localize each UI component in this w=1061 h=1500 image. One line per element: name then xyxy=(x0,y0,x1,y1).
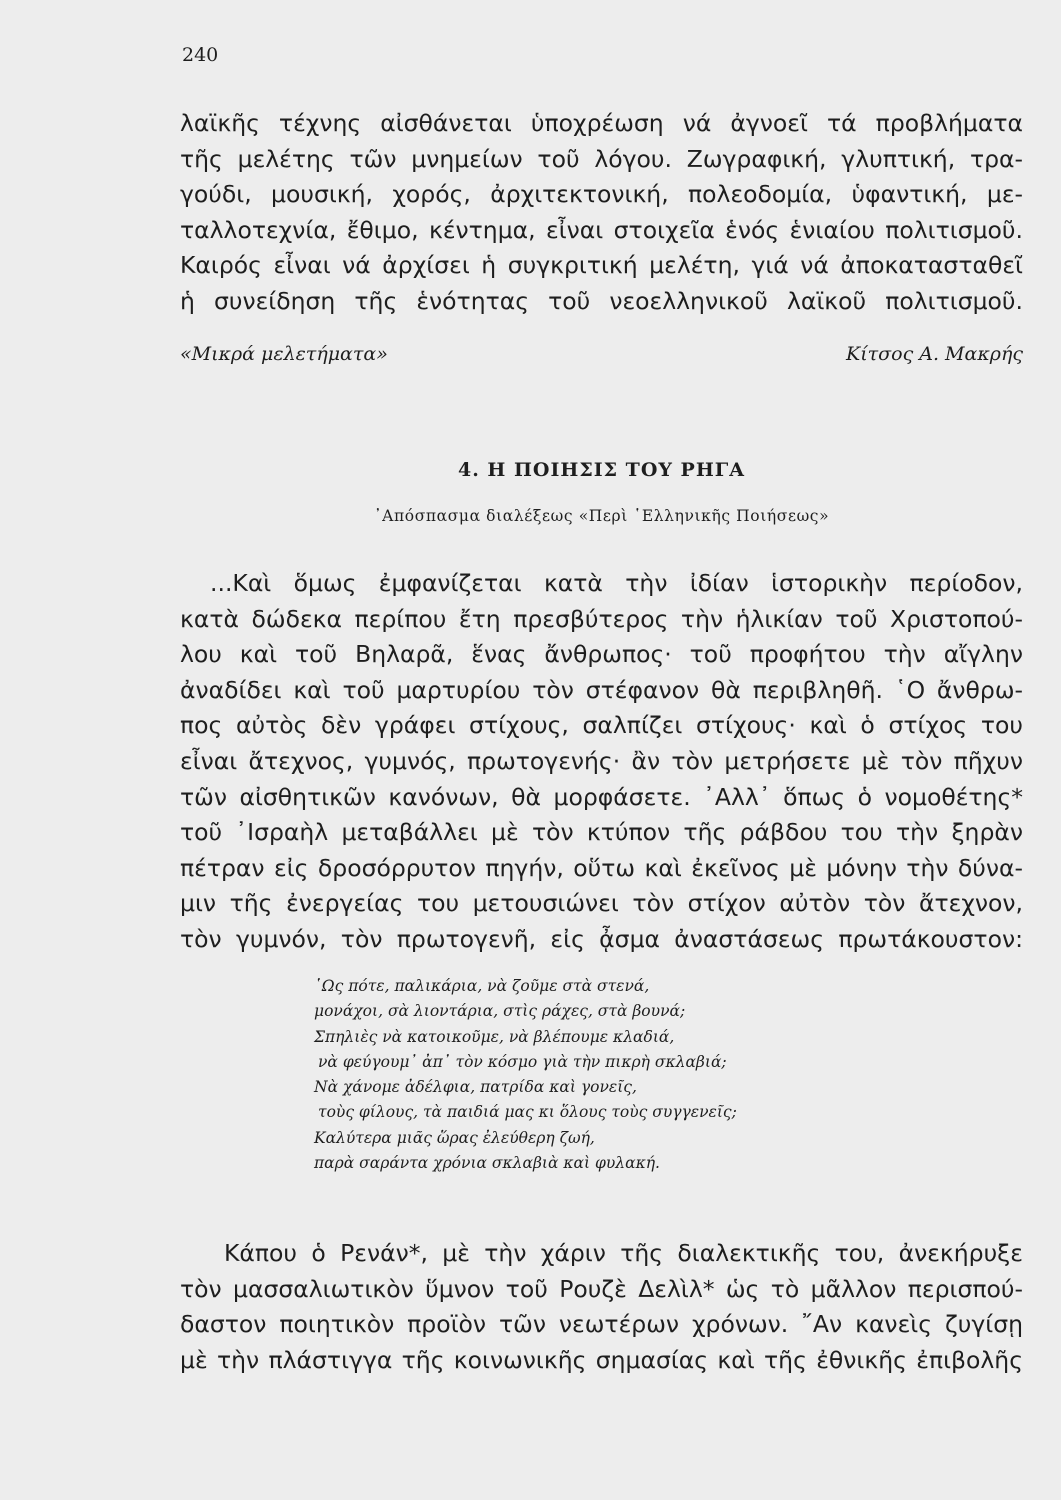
poem-line: παρὰ σαράντα χρόνια σκλαβιὰ καὶ φυλακή. xyxy=(314,1154,660,1173)
text-line: τῆς μελέτης τῶν μνημείων τοῦ λόγου. Ζωγραφική, γλυπτική, τρα- xyxy=(180,144,1023,173)
text-line: ἡ συνείδηση τῆς ἑνότητας τοῦ νεοελληνικοῦ λαϊκοῦ πολιτισμοῦ. xyxy=(180,286,1023,315)
poem-line: τοὺς φίλους, τὰ παιδιά μας κι ὅλους τοὺς συγγενεῖς; xyxy=(318,1103,737,1122)
poem-line: Νὰ χάνομε ἀδέλφια, πατρίδα καὶ γονεῖς, xyxy=(314,1078,637,1097)
text-line: μιν τῆς ἐνεργείας του μετουσιώνει τὸν στίχον αὐτὸν τὸν ἄτεχνον, xyxy=(180,889,1023,918)
poem-line: νὰ φεύγουμ᾿ ἀπ᾿ τὸν κόσμο γιὰ τὴν πικρὴ σκλαβιά; xyxy=(318,1052,727,1071)
intro-paragraph xyxy=(180,106,1023,320)
source-citation xyxy=(180,343,1023,365)
text-line: λαϊκῆς τέχνης αἰσθάνεται ὑποχρέωση νά ἀγνοεῖ τά προβλήματα xyxy=(180,109,1023,137)
section-subtitle: ᾿Απόσπασμα διαλέξεως «Περὶ ῾Ελληνικῆς Ποιήσεως» xyxy=(373,507,830,525)
poem-verse xyxy=(314,974,737,1176)
source-title: «Μικρά μελετήματα» xyxy=(180,343,388,365)
text-line: τὸν μασσαλιωτικὸν ὕμνον τοῦ Ρουζὲ Δελὶλ* ὡς τὸ μᾶλλον περισπού- xyxy=(180,1274,1023,1303)
main-paragraph xyxy=(180,566,1023,958)
text-line: τοῦ ᾿Ισραὴλ μεταβάλλει μὲ τὸν κτύπον τῆς ράβδου του τὴν ξηρὰν xyxy=(180,818,1023,847)
text-line: κατὰ δώδεκα περίπου ἔτη πρεσβύτερος τὴν ἡλικίαν τοῦ Χριστοπού- xyxy=(180,604,1023,633)
text-line: τῶν αἰσθητικῶν κανόνων, θὰ μορφάσετε. ᾿Αλλ᾿ ὅπως ὁ νομοθέτης* xyxy=(180,782,1023,811)
text-line: δαστον ποιητικὸν προϊὸν τῶν νεωτέρων χρόνων. ῎Αν κανεὶς ζυγίσῃ xyxy=(180,1310,1023,1339)
section-title: 4. Η ΠΟΙΗΣΙΣ ΤΟΥ ΡΗΓΑ xyxy=(457,459,746,481)
poem-line: μονάχοι, σὰ λιοντάρια, στὶς ράχες, στὰ βουνά; xyxy=(314,1002,686,1021)
text-line: λου καὶ τοῦ Βηλαρᾶ, ἕνας ἄνθρωπος· τοῦ προφήτου τὴν αἴγλην xyxy=(180,640,1023,669)
text-line: ...Καὶ ὅμως ἐμφανίζεται κατὰ τὴν ἰδίαν ἱστορικὴν περίοδον, xyxy=(210,569,1023,597)
page-number: 240 xyxy=(182,44,219,66)
poem-line: ῾Ως πότε, παλικάρια, νὰ ζοῦμε στὰ στενά, xyxy=(314,977,650,995)
poem-line: Καλύτερα μιᾶς ὥρας ἐλεύθερη ζωή, xyxy=(314,1128,595,1147)
text-line: Καιρός εἶναι νά ἀρχίσει ἡ συγκριτική μελέτη, γιά νά ἀποκατασταθεῖ xyxy=(180,251,1023,280)
closing-paragraph xyxy=(180,1236,1023,1378)
text-line: ταλλοτεχνία, ἔθιμο, κέντημα, εἶναι στοιχεῖα ἑνός ἑνιαίου πολιτισμοῦ. xyxy=(180,215,1023,244)
text-line: εἶναι ἄτεχνος, γυμνός, πρωτογενής· ἂν τὸν μετρήσετε μὲ τὸν πῆχυν xyxy=(180,746,1023,775)
poem-line: Σπηλιὲς νὰ κατοικοῦμε, νὰ βλέπουμε κλαδιά, xyxy=(314,1027,675,1046)
text-line: γούδι, μουσική, χορός, ἀρχιτεκτονική, πολεοδομία, ὑφαντική, με- xyxy=(180,180,1023,209)
text-line: πέτραν εἰς δροσόρρυτον πηγήν, οὕτω καὶ ἐκεῖνος μὲ μόνην τὴν δύνα- xyxy=(180,853,1023,882)
text-line: μὲ τὴν πλάστιγγα τῆς κοινωνικῆς σημασίας καὶ τῆς ἐθνικῆς ἐπιβολῆς xyxy=(180,1345,1023,1374)
text-line: ἀναδίδει καὶ τοῦ μαρτυρίου τὸν στέφανον θὰ περιβληθῆ. ῾Ο ἄνθρω- xyxy=(180,675,1023,704)
text-line: πος αὐτὸς δὲν γράφει στίχους, σαλπίζει στίχους· καὶ ὁ στίχος του xyxy=(180,711,1023,740)
source-author: Κίτσος Α. Μακρής xyxy=(846,343,1023,365)
text-line: τὸν γυμνόν, τὸν πρωτογενῆ, εἰς ᾆσμα ἀναστάσεως πρωτάκουστον: xyxy=(180,924,1023,953)
text-line: Κάπου ὁ Ρενάν*, μὲ τὴν χάριν τῆς διαλεκτικῆς του, ἀνεκήρυξε xyxy=(224,1239,1023,1267)
